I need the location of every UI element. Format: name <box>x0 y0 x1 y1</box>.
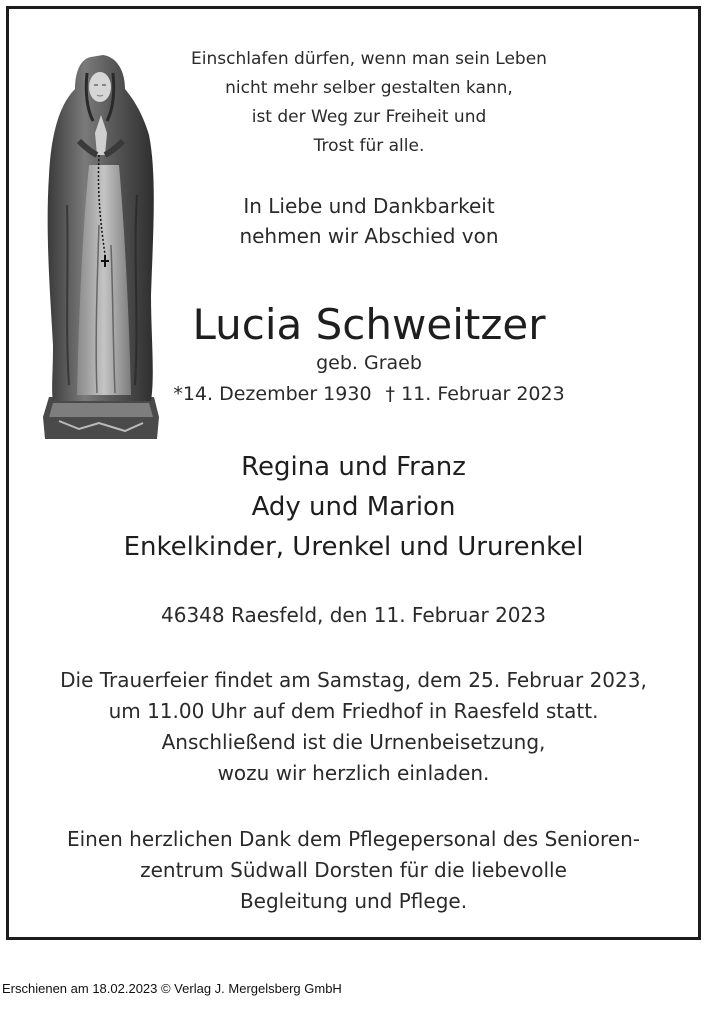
maiden-name: geb. Graeb <box>316 352 422 374</box>
poem-line: Trost für alle. <box>313 136 425 156</box>
life-dates <box>84 379 654 409</box>
thanks-line: Einen herzlichen Dank dem Pflegepersonal des Senioren- <box>66 827 641 851</box>
mourner-line: Ady und Marion <box>251 492 456 522</box>
thanks-line: zentrum Südwall Dorsten für die liebevolle <box>140 858 567 882</box>
intro-line: nehmen wir Abschied von <box>239 224 499 248</box>
funeral-line: wozu wir herzlich einladen. <box>217 761 490 785</box>
thanks-line: Begleitung und Pflege. <box>239 889 468 913</box>
poem <box>84 45 654 161</box>
intro-line: In Liebe und Dankbarkeit <box>243 194 495 218</box>
intro-text <box>84 191 654 251</box>
funeral-line: um 11.00 Uhr auf dem Friedhof in Raesfeld statt. <box>108 699 599 723</box>
mourners <box>9 447 698 567</box>
thanks-note <box>9 824 698 917</box>
funeral-details <box>9 665 698 789</box>
poem-line: ist der Weg zur Freiheit und <box>251 107 487 127</box>
death-date: † 11. Februar 2023 <box>385 383 565 405</box>
poem-line: nicht mehr selber gestalten kann, <box>225 78 513 98</box>
publication-footer: Erschienen am 18.02.2023 © Verlag J. Mergelsberg GmbH <box>2 981 342 996</box>
mourner-line: Enkelkinder, Urenkel und Ururenkel <box>123 532 584 562</box>
birth-date: *14. Dezember 1930 <box>173 383 372 405</box>
obituary-frame <box>6 6 701 940</box>
funeral-line: Die Trauerfeier findet am Samstag, dem 25. Februar 2023, <box>60 668 647 692</box>
place-date: 46348 Raesfeld, den 11. Februar 2023 <box>161 603 546 627</box>
funeral-line: Anschließend ist die Urnenbeisetzung, <box>161 730 546 754</box>
mourner-line: Regina und Franz <box>241 452 466 482</box>
deceased-name: Lucia Schweitzer <box>192 300 546 349</box>
poem-line: Einschlafen dürfen, wenn man sein Leben <box>191 49 547 69</box>
